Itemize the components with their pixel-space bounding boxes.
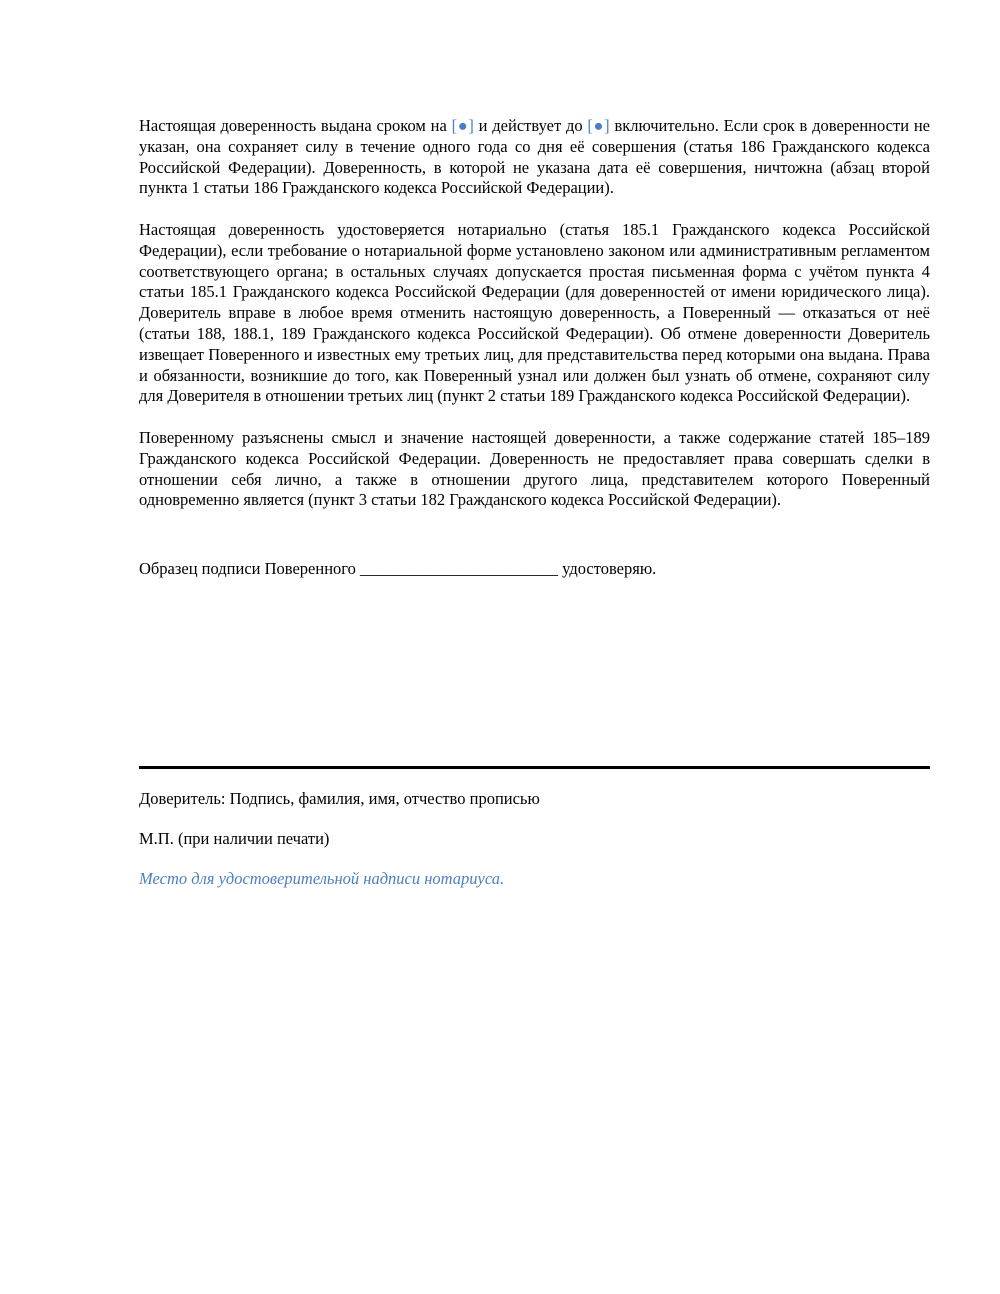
signature-sample-line: Образец подписи Поверенного ________________________ удостоверяю. (139, 559, 657, 579)
term-text-start: Настоящая доверенность выдана сроком на (139, 116, 452, 135)
principal-signature-line: Доверитель: Подпись, фамилия, имя, отчество прописью (139, 789, 540, 808)
term-text-end: включительно. Если срок в доверенности не указан, она сохраняет силу в течение одного года со дня её совершения (статья 186 Гражданского кодекса Российской Федерации). Доверенность, в которой не указана дата её совершения, ничтожна (абзац второй пункта 1 статьи 186 Гражданского кодекса Российской Федерации). (139, 116, 930, 198)
notary-placeholder: Место для удостоверительной надписи нотариуса. (139, 868, 505, 888)
explanation-paragraph: Поверенному разъяснены смысл и значение настоящей доверенности, а также содержание статей 185–189 Гражданского кодекса Российской Федерации. Доверенность не предоставляет права совершать сделки в отношении себя лично, а также в отношении другого лица, представителем которого Поверенный одновременно является (пункт 3 статьи 182 Гражданского кодекса Российской Федерации). (139, 427, 930, 510)
seal-line: М.П. (при наличии печати) (139, 828, 330, 848)
notarization-paragraph: Настоящая доверенность удостоверяется нотариально (статья 185.1 Гражданского кодекса Российской Федерации), если требование о нотариальной форме установлено законом или административным регламентом соответствующего органа; в остальных случаях допускается простая письменная форма с учётом пункта 4 статьи 185.1 Гражданского кодекса Российской Федерации (для доверенностей от имени юридического лица). Доверитель вправе в любое время отменить настоящую доверенность, а Поверенный — отказаться от неё (статьи 188, 188.1, 189 Гражданского кодекса Российской Федерации). Об отмене доверенности Доверитель извещает Поверенного и известных ему третьих лиц, для представительства перед которыми она выдана. Права и обязанности, возникшие до того, как Поверенный узнал или должен был узнать об отмене, сохраняют силу для Доверителя в отношении третьих лиц (пункт 2 статьи 189 Гражданского кодекса Российской Федерации). (139, 219, 930, 406)
signature-block (139, 789, 930, 909)
term-duration-placeholder: [●] (451, 116, 474, 135)
term-paragraph (139, 116, 930, 199)
term-text-middle: и действует до (473, 116, 588, 135)
document-body (139, 116, 930, 580)
term-end-date-placeholder: [●] (587, 116, 610, 135)
signature-divider (139, 766, 930, 769)
